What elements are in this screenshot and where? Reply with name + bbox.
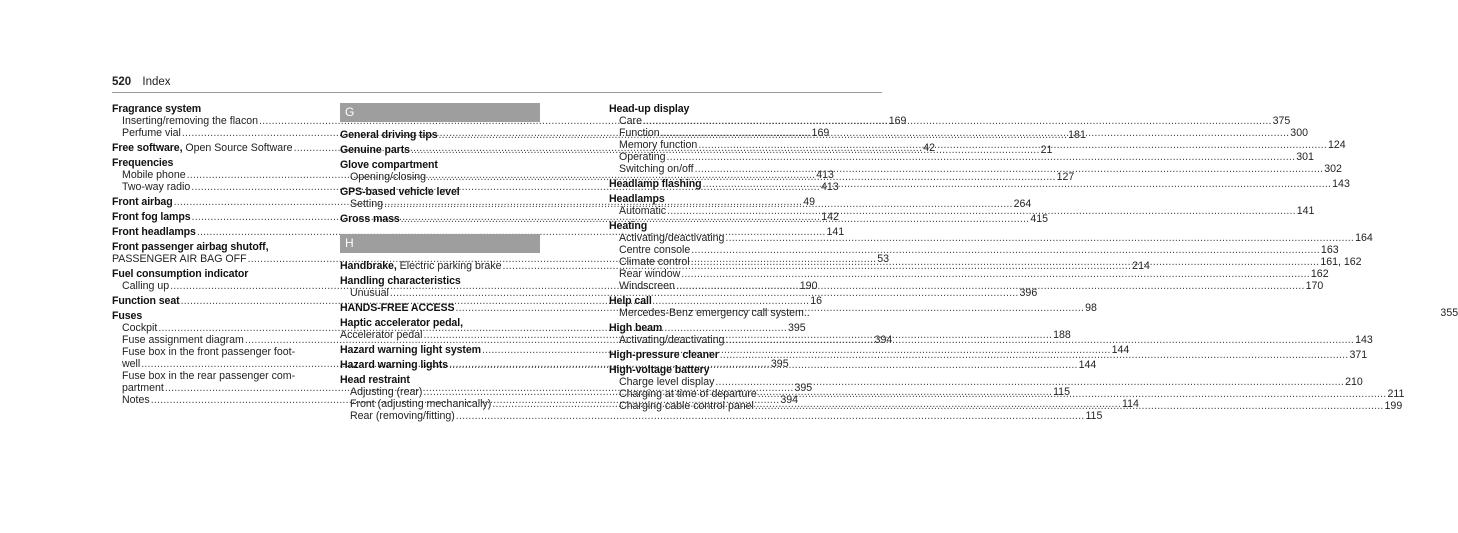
leader-dots [758, 388, 1387, 400]
page-ref: 127 [1056, 171, 1075, 183]
letter-section-g: G [340, 103, 540, 122]
page-header [112, 76, 171, 88]
subentry-text: Mercedes-Benz emergency call system.. [619, 307, 810, 319]
page-ref: 49 [803, 196, 816, 208]
page-ref: 188 [1053, 329, 1071, 341]
page-ref: 98 [1085, 302, 1097, 314]
subentry-text: Two-way radio [122, 181, 191, 193]
subentry-text: Fuse box in the front passenger foot- [122, 346, 296, 358]
subentry-text: Care [619, 115, 642, 127]
entry-heading: Front airbag [112, 196, 173, 208]
subentry-text: Centre console [619, 244, 691, 256]
page-ref: 396 [1019, 287, 1038, 299]
entry-text: Open Source Software [182, 142, 293, 154]
entry-heading: Glove compartment [340, 159, 438, 171]
entry-heading: Head restraint [340, 374, 410, 386]
entry-heading: Fuses [112, 310, 143, 322]
page-ref: 264 [1013, 198, 1032, 210]
subentry-text: partment [122, 382, 164, 394]
subentry-text: Charging at time of departure [619, 388, 757, 400]
subentry-text: Adjusting (rear) [350, 386, 423, 398]
subentry-text: Operating [619, 151, 666, 163]
page-ref: 199 [1384, 400, 1403, 412]
index-subentry[interactable] [609, 280, 1324, 292]
index-subentry[interactable] [609, 244, 1339, 256]
page-ref: 115 [1053, 386, 1070, 398]
page-ref: 21 [1040, 144, 1053, 156]
subentry-text: Switching on/off [619, 163, 694, 175]
leader-dots [698, 139, 1327, 151]
entry-heading: Free software, [112, 142, 183, 154]
entry-heading: Fragrance system [112, 103, 202, 115]
leader-dots [667, 151, 1296, 163]
page-ref: 300 [1290, 127, 1308, 139]
page-ref: 144 [1078, 359, 1097, 371]
page-ref: 124 [1327, 139, 1346, 151]
subentry-text: Function [619, 127, 660, 139]
subentry-text: Setting [350, 198, 383, 210]
entry-heading: Help call [609, 295, 652, 307]
entry-heading: Genuine parts [340, 144, 410, 156]
entry-heading: Front fog lamps [112, 211, 191, 223]
page-ref: 169 [811, 127, 830, 139]
subentry-text: Cockpit [122, 322, 158, 334]
page-section-title: Index [142, 76, 171, 88]
page-ref: 53 [877, 253, 890, 265]
subentry-text: Fuse assignment diagram [122, 334, 244, 346]
page-ref: 169 [888, 115, 907, 127]
entry-heading: GPS-based vehicle level [340, 186, 460, 198]
leader-dots [715, 376, 1344, 388]
subentry-text: Rear (removing/fitting) [350, 410, 455, 422]
page-ref: 142 [821, 211, 839, 223]
page-ref: 415 [1030, 213, 1048, 225]
page-ref: 395 [787, 322, 806, 334]
entry-text: Accelerator pedal [340, 329, 423, 341]
entry-heading: Hazard warning lights [340, 359, 448, 371]
subentry-text: Automatic [619, 205, 667, 217]
leader-dots [691, 256, 1320, 268]
subentry-text: Inserting/removing the flacon [122, 115, 259, 127]
page-ref: 143 [1332, 178, 1350, 190]
subentry-text: Perfume vial [122, 127, 181, 139]
page-ref: 394 [874, 334, 893, 346]
entry-heading: Headlamps [609, 193, 665, 205]
entry-heading: Hazard warning light system [340, 344, 481, 356]
leader-dots [661, 127, 1290, 139]
entry-heading: High beam [609, 322, 663, 334]
entry-text: PASSENGER AIR BAG OFF [112, 253, 247, 265]
leader-dots [725, 232, 1354, 244]
subentry-text: Notes [122, 394, 150, 406]
page-ref: 395 [794, 382, 813, 394]
subentry-text: Unusual [350, 287, 389, 299]
entry-heading: Front headlamps [112, 226, 196, 238]
leader-dots [755, 400, 1384, 412]
header-rule [112, 92, 882, 93]
leader-dots [695, 163, 1324, 175]
entry-heading: Gross mass [340, 213, 400, 225]
index-subentry[interactable] [609, 268, 1329, 280]
page-ref: 394 [780, 394, 799, 406]
page-ref: 115 [1085, 410, 1103, 422]
entry-heading: Function seat [112, 295, 180, 307]
page-ref: 16 [810, 295, 823, 307]
entry-heading: High-pressure cleaner [609, 349, 719, 361]
page-ref: 141 [1296, 205, 1315, 217]
page-ref: 161, 162 [1320, 256, 1362, 268]
entry-text: Electric parking brake [396, 260, 502, 272]
page-ref: 141 [826, 226, 845, 238]
page-ref: 413 [820, 181, 839, 193]
page-ref: 114 [1121, 398, 1139, 410]
leader-dots [681, 268, 1310, 280]
page-ref: 144 [1111, 344, 1130, 356]
page-ref: 302 [1324, 163, 1342, 175]
leader-dots [720, 349, 1349, 361]
page-number: 520 [112, 76, 132, 88]
index-subentry[interactable] [340, 287, 1038, 299]
entry-heading: Haptic accelerator pedal, [340, 317, 463, 329]
entry-heading: Heating [609, 220, 648, 232]
page-ref: 181 [1068, 129, 1086, 141]
leader-dots [676, 280, 1305, 292]
subentry-text: Rear window [619, 268, 681, 280]
subentry-text: Activating/deactivating [619, 232, 725, 244]
page-ref: 395 [770, 358, 789, 370]
entry-heading: Head-up display [609, 103, 690, 115]
letter-section-h: H [340, 234, 540, 253]
subentry-text: well [122, 358, 141, 370]
leader-dots [667, 205, 1296, 217]
entry-heading: Front passenger airbag shutoff, [112, 241, 269, 253]
subentry-text: Mobile phone [122, 169, 186, 181]
page-ref: 371 [1349, 349, 1368, 361]
page-ref: 375 [1272, 115, 1291, 127]
entry-heading: HANDS-FREE ACCESS [340, 302, 455, 314]
entry-heading: High-voltage battery [609, 364, 710, 376]
subentry-text: Memory function [619, 139, 698, 151]
entry-heading: Handling characteristics [340, 275, 461, 287]
subentry-text: Opening/closing [350, 171, 426, 183]
page-ref: 170 [1305, 280, 1324, 292]
subentry-text: Climate control [619, 256, 690, 268]
page-ref: 355 [1440, 307, 1458, 319]
entry-heading: Handbrake, [340, 260, 397, 272]
page-ref: 210 [1345, 376, 1363, 388]
subentry-text: Charge level display [619, 376, 715, 388]
page-ref: 164 [1355, 232, 1373, 244]
subentry-text: Calling up [122, 280, 170, 292]
entry-heading: Frequencies [112, 157, 174, 169]
entry-heading: Fuel consumption indicator [112, 268, 249, 280]
page-ref: 42 [923, 142, 936, 154]
page-ref: 190 [799, 280, 818, 292]
page-ref: 162 [1310, 268, 1329, 280]
page-ref: 143 [1355, 334, 1373, 346]
page-ref: 163 [1320, 244, 1339, 256]
subentry-text: Activating/deactivating [619, 334, 725, 346]
leader-dots [703, 178, 1332, 190]
page-ref: 301 [1296, 151, 1314, 163]
subentry-text: Fuse box in the rear passenger com- [122, 370, 296, 382]
page-ref: 214 [1132, 260, 1150, 272]
leader-dots [691, 244, 1320, 256]
index-subentry[interactable] [340, 410, 1103, 422]
entry-heading: Headlamp flashing [609, 178, 702, 190]
subentry-text: Charging cable control panel [619, 400, 754, 412]
subentry-text: Windscreen [619, 280, 675, 292]
page-ref: 413 [816, 169, 834, 181]
leader-dots [643, 115, 1272, 127]
subentry-text: Front (adjusting mechanically) [350, 398, 492, 410]
leader-dots [725, 334, 1354, 346]
index-subentry[interactable] [609, 151, 1314, 163]
page-ref: 211 [1387, 388, 1405, 400]
entry-heading: General driving tips [340, 129, 438, 141]
